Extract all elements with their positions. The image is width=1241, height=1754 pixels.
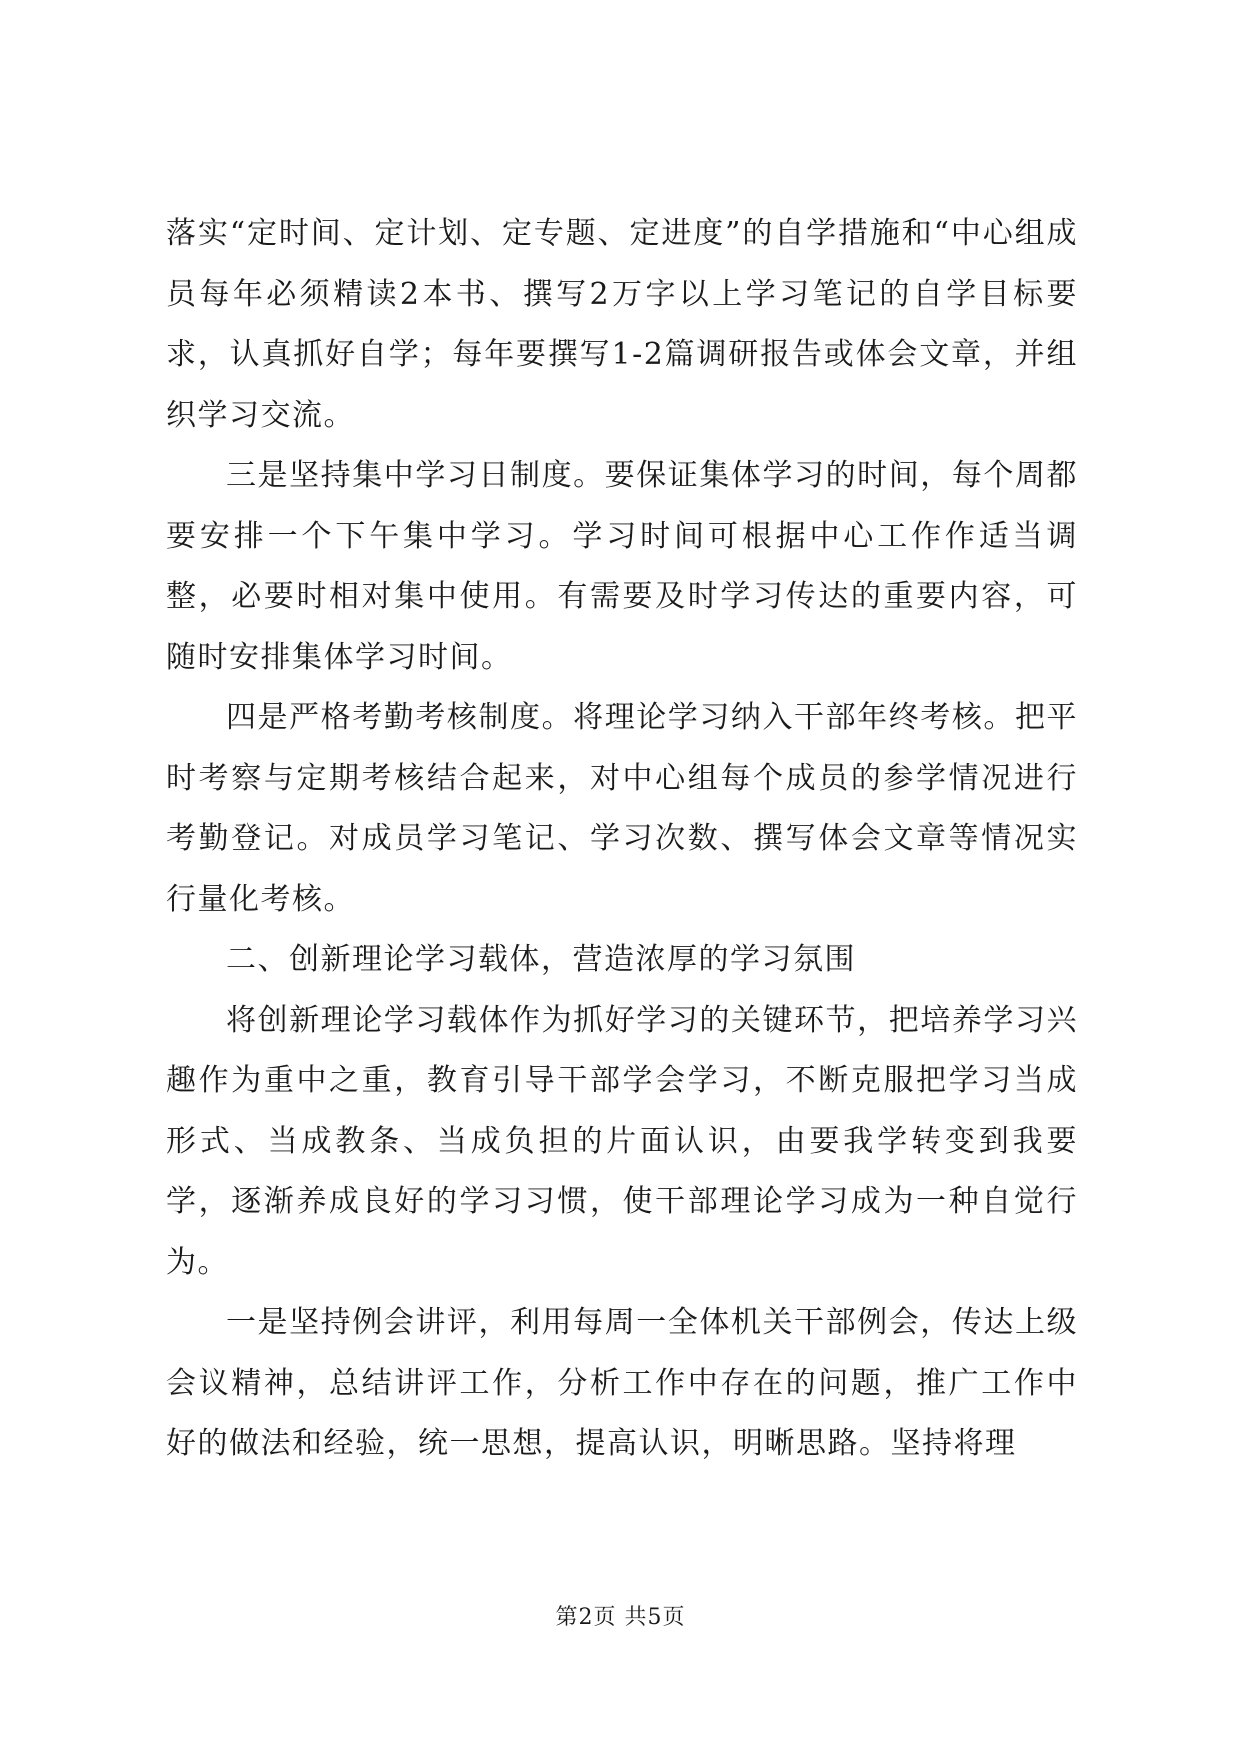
paragraph-5: 将创新理论学习载体作为抓好学习的关键环节，把培养学习兴趣作为重中之重，教育引导干部学会学习，不断克服把学习当成形式、当成教条、当成负担的片面认识，由要我学转变到我要学，逐渐养成良好的学习习惯，使干部理论学习成为一种自觉行为。 xyxy=(166,1002,1078,1280)
section-heading: 二、创新理论学习载体，营造浓厚的学习氛围 xyxy=(226,942,856,977)
paragraph-3: 四是严格考勤考核制度。将理论学习纳入干部年终考核。把平时考察与定期考核结合起来，对中心组每个成员的参学情况进行考勤登记。对成员学习笔记、学习次数、撰写体会文章等情况实行量化考核。 xyxy=(166,700,1078,917)
paragraph-6: 一是坚持例会讲评，利用每周一全体机关干部例会，传达上级会议精神，总结讲评工作，分析工作中存在的问题，推广工作中好的做法和经验，统一思想，提高认识，明晰思路。坚持将理 xyxy=(166,1305,1078,1461)
paragraph-2: 三是坚持集中学习日制度。要保证集体学习的时间，每个周都要安排一个下午集中学习。学习时间可根据中心工作作适当调整，必要时相对集中使用。有需要及时学习传达的重要内容，可随时安排集体学习时间。 xyxy=(166,458,1078,675)
paragraph-1: 落实“定时间、定计划、定专题、定进度”的自学措施和“中心组成员每年必须精读2本书、撰写2万字以上学习笔记的自学目标要求，认真抓好自学；每年要撰写1-2篇调研报告或体会文章，并组织学习交流。 xyxy=(166,216,1078,433)
document-body xyxy=(166,204,1078,1475)
page-number-footer: 第2页 共5页 xyxy=(555,1605,686,1630)
